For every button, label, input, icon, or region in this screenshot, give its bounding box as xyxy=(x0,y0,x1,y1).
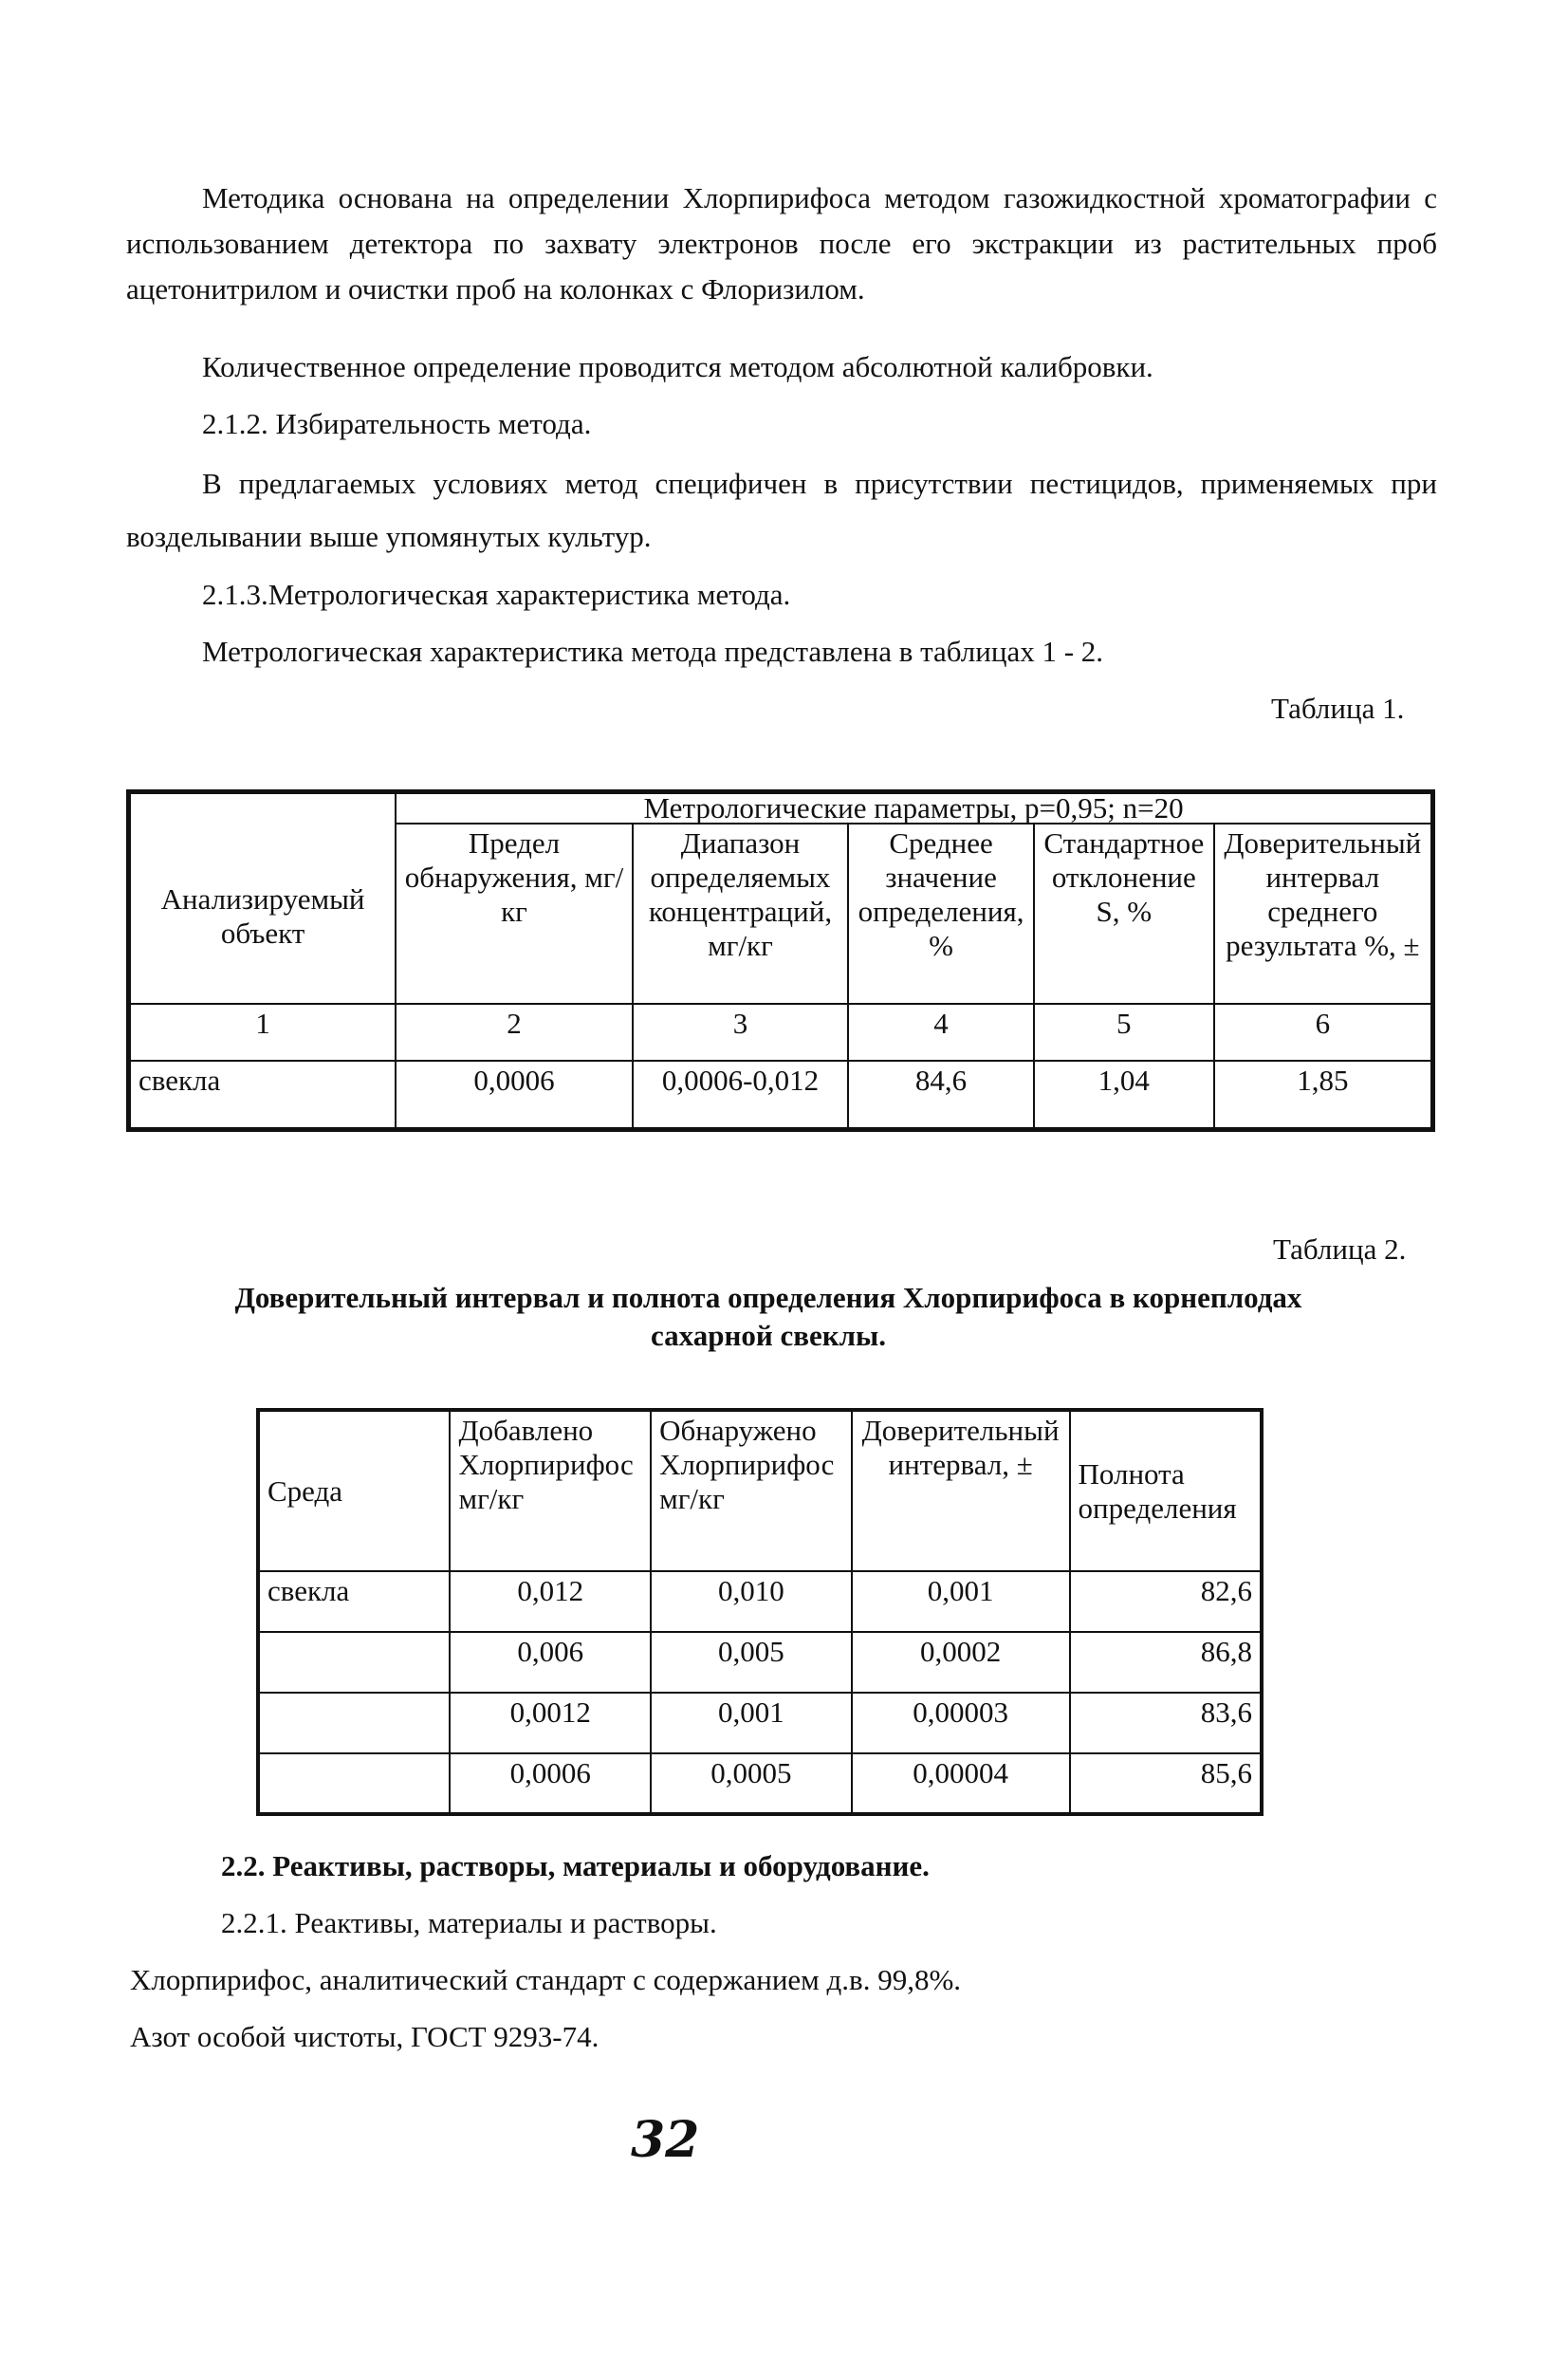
table1-col-number: 3 xyxy=(633,1004,848,1061)
table1-cell: 0,0006 xyxy=(396,1061,633,1129)
section-heading-2-1-2: 2.1.2. Избирательность метода. xyxy=(202,407,592,440)
reagent-item-chlorpyrifos: Хлорпирифос, аналитический стандарт с содержанием д.в. 99,8%. xyxy=(130,1963,962,1996)
table1-cell: 1,85 xyxy=(1214,1061,1433,1129)
table1-col-number: 2 xyxy=(396,1004,633,1061)
table2-cell: 0,010 xyxy=(651,1571,852,1632)
table1-cell: 1,04 xyxy=(1034,1061,1214,1129)
table1-cell-object: свекла xyxy=(129,1061,397,1129)
table1-col-number: 5 xyxy=(1034,1004,1214,1061)
table-confidence-recovery xyxy=(256,1408,1264,1816)
table2-cell: 0,00004 xyxy=(852,1753,1070,1814)
table2-cell: 0,012 xyxy=(450,1571,651,1632)
table1-cell: 0,0006-0,012 xyxy=(633,1061,848,1129)
table2-cell-medium xyxy=(258,1753,450,1814)
table2-cell: 0,00003 xyxy=(852,1693,1070,1753)
section-heading-2-2: 2.2. Реактивы, растворы, материалы и оборудование. xyxy=(221,1849,930,1882)
table1-header-detection-limit: Предел обнаружения, мг/кг xyxy=(396,824,633,1004)
table2-cell-medium xyxy=(258,1693,450,1753)
table2-cell-medium: свекла xyxy=(258,1571,450,1632)
paragraph-specificity: В предлагаемых условиях метод специфичен в присутствии пестицидов, применяемых при возделывании выше упомянутых культур. xyxy=(126,467,1437,553)
table2-header-recovery: Полнота определения xyxy=(1070,1410,1263,1571)
paragraph-method-basis: Методика основана на определении Хлорпирифоса методом газожидкостной хроматографии с использованием детектора по захвату электронов после его экстракции из растительных проб ацетонитрилом и очистки проб на колонках с Флоризилом. xyxy=(126,181,1437,306)
table2-cell-medium xyxy=(258,1632,450,1693)
table1-header-range: Диапазон определяемых концентраций, мг/кг xyxy=(633,824,848,1004)
table2-title: Доверительный интервал и полнота определения Хлорпирифоса в корнеплодах сахарной свеклы. xyxy=(234,1281,1302,1352)
table2-cell: 0,0006 xyxy=(450,1753,651,1814)
table1-col-number: 4 xyxy=(848,1004,1034,1061)
section-heading-2-1-3: 2.1.3.Метрологическая характеристика метода. xyxy=(202,578,791,611)
paragraph-metrology-tables: Метрологическая характеристика метода представлена в таблицах 1 - 2. xyxy=(202,635,1104,668)
table1-col-number: 1 xyxy=(129,1004,397,1061)
table2-cell: 82,6 xyxy=(1070,1571,1263,1632)
table1-header-std-dev: Стандартное отклонение S, % xyxy=(1034,824,1214,1004)
table2-header-medium: Среда xyxy=(258,1410,450,1571)
section-heading-2-2-1: 2.2.1. Реактивы, материалы и растворы. xyxy=(221,1906,717,1939)
table2-cell: 85,6 xyxy=(1070,1753,1263,1814)
table1-label: Таблица 1. xyxy=(1271,692,1405,725)
page-number: 32 xyxy=(631,2111,700,2169)
table2-label: Таблица 2. xyxy=(1273,1232,1407,1266)
table1-group-header: Метрологические параметры, р=0,95; n=20 xyxy=(396,792,1432,824)
table1-header-mean: Среднее значение определения, % xyxy=(848,824,1034,1004)
table1-header-confidence: Доверительный интервал среднего результата %, ± xyxy=(1214,824,1433,1004)
table2-header-found: Обнаружено Хлорпирифос мг/кг xyxy=(651,1410,852,1571)
table2-header-confidence: Доверительный интервал, ± xyxy=(852,1410,1070,1571)
paragraph-quantification: Количественное определение проводится методом абсолютной калибровки. xyxy=(202,350,1153,383)
table2-cell: 0,001 xyxy=(651,1693,852,1753)
table2-cell: 0,0005 xyxy=(651,1753,852,1814)
table2-cell: 0,0002 xyxy=(852,1632,1070,1693)
table2-cell: 0,001 xyxy=(852,1571,1070,1632)
table1-object-header: Анализируемый объект xyxy=(129,792,397,1005)
table2-cell: 0,0012 xyxy=(450,1693,651,1753)
table-metrology xyxy=(126,789,1435,1132)
table2-cell: 0,005 xyxy=(651,1632,852,1693)
table2-header-added: Добавлено Хлорпирифос мг/кг xyxy=(450,1410,651,1571)
table1-cell: 84,6 xyxy=(848,1061,1034,1129)
table2-cell: 83,6 xyxy=(1070,1693,1263,1753)
table1-col-number: 6 xyxy=(1214,1004,1433,1061)
reagent-item-nitrogen: Азот особой чистоты, ГОСТ 9293-74. xyxy=(130,2020,600,2053)
table2-cell: 0,006 xyxy=(450,1632,651,1693)
table2-cell: 86,8 xyxy=(1070,1632,1263,1693)
